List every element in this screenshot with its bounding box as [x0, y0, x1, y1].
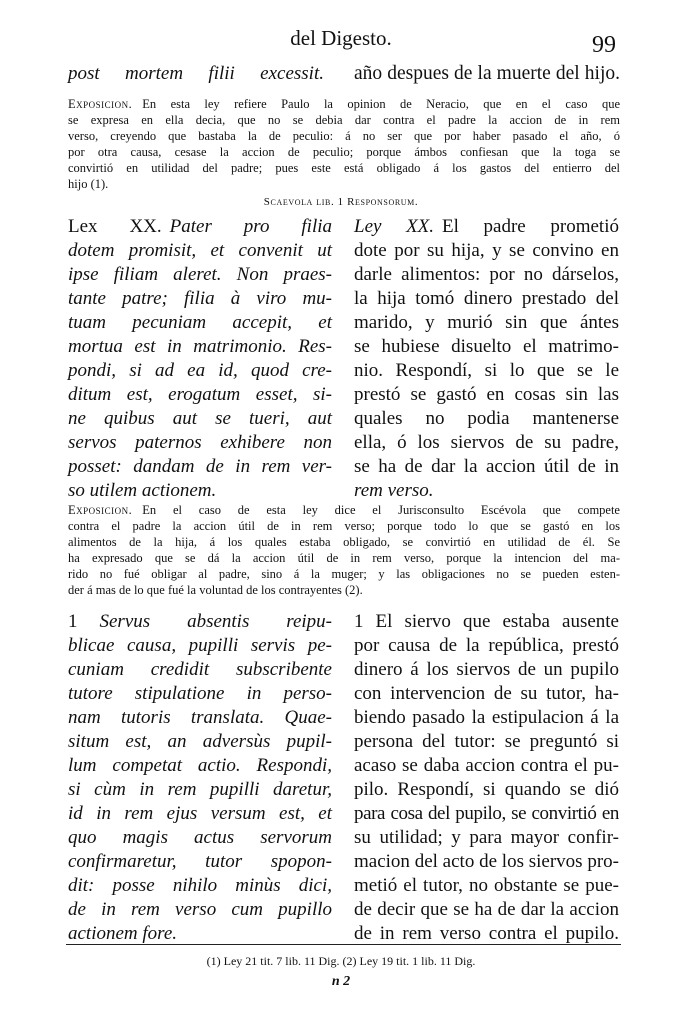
- spanish-line: dote por su hija, y se convino en: [354, 240, 619, 261]
- section-number: 1: [68, 611, 78, 632]
- spanish-line: se hubiese disuelto el matrimo-: [354, 336, 619, 357]
- spanish-line: quales no podia mantenerse: [354, 408, 619, 429]
- section-number: 1: [354, 611, 364, 632]
- spanish-line: El padre prometió: [442, 216, 619, 237]
- exposicion-2-line: En el caso de esta ley dice el Jurisconsulto Escévola que compete: [142, 503, 620, 517]
- latin-line: confirmaretur, tutor spopon-: [68, 851, 332, 872]
- latin-line: de in rem verso cum pupillo: [68, 899, 332, 920]
- spanish-line: ella, ó los siervos de su padre,: [354, 432, 619, 453]
- exposicion-1-line: por otra causa, cesase la accion de peculio; porque ámbos confiesan que la toga se: [68, 145, 620, 159]
- latin-line: tante patre; filia à viro mu-: [68, 288, 332, 309]
- lex-heading: Lex XX.: [68, 216, 162, 237]
- spanish-line: se ha de dar la accion útil de in: [354, 456, 619, 477]
- exposicion-1-line: hijo (1).: [68, 177, 109, 191]
- ley-heading: Ley XX.: [354, 216, 435, 237]
- latin-line: dit: posse nihilo minùs dici,: [68, 875, 332, 896]
- spanish-line: para cosa del pupilo, se convirtió en: [354, 803, 619, 824]
- latin-line: tuam pecuniam accepit, et: [68, 312, 332, 333]
- latin-line: cuniam credidit subscribente: [68, 659, 332, 680]
- signature-mark: n 2: [331, 974, 351, 989]
- latin-line: ditum est, erogatum esset, si-: [68, 384, 332, 405]
- spanish-line: acaso se daba accion contra el pu-: [354, 755, 619, 776]
- latin-line: tutore stipulatione in perso-: [68, 683, 332, 704]
- spanish-line: persona del tutor: se preguntó si: [354, 731, 619, 752]
- running-header-title: del Digesto.: [290, 26, 392, 50]
- latin-line: id in rem ejus versum est, et: [68, 803, 332, 824]
- latin-line: si cùm in rem pupilli daretur,: [68, 779, 332, 800]
- spanish-line: El siervo que estaba ausente: [375, 611, 619, 632]
- exposicion-label: Exposicion.: [68, 97, 133, 111]
- exposicion-2-line: contra el padre la accion útil de in rem verso; porque todo lo que se gastó en los: [68, 519, 620, 533]
- exposicion-2-line: der á mas de lo que fué la voluntad de los contrayentes (2).: [68, 583, 363, 597]
- spanish-line: metió el tutor, no obstante se pue-: [354, 875, 619, 896]
- exposicion-2-line: alimentos de la hija, á los quales estaba obligado, se convirtió en utilidad de él. Se: [68, 535, 620, 549]
- latin-line: servos paternos exhibere non: [68, 432, 332, 453]
- exposicion-label: Exposicion.: [68, 503, 133, 517]
- latin-line: situm est, an adversùs pupil-: [68, 731, 332, 752]
- latin-line: Servus absentis reipu-: [99, 611, 332, 632]
- latin-line: blicae causa, pupilli servis pe-: [68, 635, 332, 656]
- source-attribution: Scaevola lib. 1 Responsorum.: [263, 196, 419, 208]
- spanish-line: macion del acto de los siervos pro-: [354, 851, 619, 872]
- spanish-line: biendo pasado la estipulacion á la: [354, 707, 619, 728]
- page-number: 99: [592, 32, 616, 58]
- latin-line: ipse filiam aleret. Non praes-: [68, 264, 332, 285]
- top-line-spanish: año despues de la muerte del hijo.: [354, 63, 620, 84]
- latin-line: nam tutoris translata. Quae-: [68, 707, 332, 728]
- spanish-line: su utilidad; y para mayor confir-: [354, 827, 619, 848]
- spanish-line: rem verso.: [354, 480, 434, 501]
- latin-line: actionem fore.: [68, 923, 178, 944]
- spanish-line: pilo. Respondí, si quando se dió: [354, 779, 619, 800]
- latin-line: mortua est in matrimonio. Res-: [68, 336, 332, 357]
- spanish-line: nio. Respondí, si lo que se le: [354, 360, 619, 381]
- spanish-line: dinero á los siervos de un pupilo: [354, 659, 619, 680]
- exposicion-1-line: convirtió en utilidad del padre; pues este está obligado á los gastos del entierro del: [68, 161, 620, 175]
- exposicion-1-line: En esta ley refiere Paulo la opinion de Neracio, que en el caso que: [142, 97, 620, 111]
- latin-line: Pater pro filia: [169, 216, 332, 237]
- latin-line: dotem promisit, et convenit ut: [68, 240, 332, 261]
- spanish-line: darle alimentos: por no dárselos,: [354, 264, 619, 285]
- exposicion-2-line: ha expresado que se dá la accion útil de in rem verso, porque la intencion del ma-: [68, 551, 620, 565]
- spanish-line: con intervencion de su tutor, ha-: [354, 683, 619, 704]
- latin-line: posset: dandam de in rem ver-: [68, 456, 332, 477]
- spanish-line: de in rem verso contra el pupilo.: [354, 923, 619, 944]
- spanish-line: la hija tomó dinero prestado del: [354, 288, 619, 309]
- footnotes: (1) Ley 21 tit. 7 lib. 11 Dig. (2) Ley 19 tit. 1 lib. 11 Dig.: [206, 954, 476, 968]
- exposicion-1-line: se expresa en ella decia, que no se debia dar contra el padre la accion de in rem: [68, 113, 620, 127]
- exposicion-2-line: rido no fué obligar al padre, sino á la muger; y las obligaciones no se pueden esten-: [68, 567, 620, 581]
- latin-line: pondi, si ad ea id, quod cre-: [68, 360, 332, 381]
- latin-line: quo magis actus servorum: [68, 827, 332, 848]
- spanish-line: de decir que se ha de dar la accion: [354, 899, 619, 920]
- spanish-line: por causa de la república, prestó: [354, 635, 619, 656]
- latin-line: so utilem actionem.: [68, 480, 217, 501]
- latin-line: lum competat actio. Respondi,: [68, 755, 332, 776]
- spanish-line: marido, y murió sin que ántes: [354, 312, 619, 333]
- top-line-latin: post mortem filii excessit.: [68, 63, 324, 84]
- spanish-line: prestó se gastó en cosas sin las: [354, 384, 619, 405]
- footnote-rule: [66, 944, 621, 945]
- exposicion-1-line: verso, creyendo que bastaba la de peculio: á no ser que por haber pasado el año, ó: [68, 129, 620, 143]
- latin-line: ne quibus aut se tueri, aut: [68, 408, 332, 429]
